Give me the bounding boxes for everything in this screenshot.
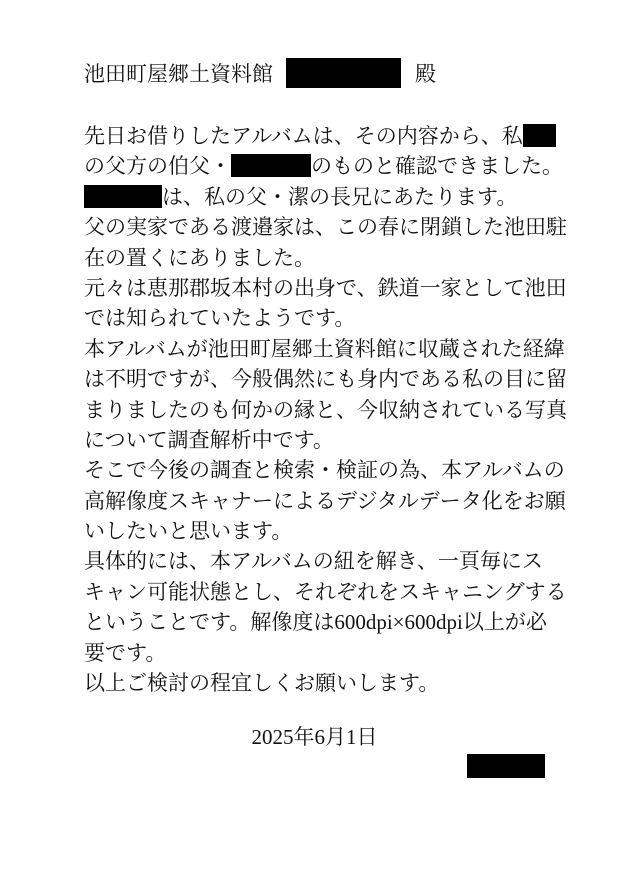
body-line xyxy=(84,273,567,303)
body-line xyxy=(84,668,559,698)
redacted-text xyxy=(84,185,162,208)
body-line xyxy=(84,121,559,151)
body-line xyxy=(84,425,559,455)
body-line xyxy=(84,334,565,364)
body-text: 以上ご検討の程宜しくお願いします。 xyxy=(84,671,440,696)
recipient-line xyxy=(84,56,436,92)
body-text: 在の置くにありました。 xyxy=(84,245,315,270)
body-line xyxy=(84,182,559,212)
body-text: キャン可能状態とし、それぞれをスキャニングする xyxy=(84,579,567,604)
recipient-name: 殿 xyxy=(415,62,436,86)
body-text: は、私の父・潔の長兄にあたります。 xyxy=(162,184,518,209)
body-line xyxy=(84,243,559,273)
body-text: 元々は恵那郡坂本村の出身で、鉄道一家として池田 xyxy=(84,275,567,300)
body-text: は不明ですが、今般偶然にも身内である私の目に留 xyxy=(84,367,567,392)
body-line xyxy=(84,516,559,546)
body-text: ということです。解像度は600dpi×600dpi以上が必 xyxy=(84,610,547,635)
body-text: 要です。 xyxy=(84,640,167,665)
body-text: のものと確認できました。 xyxy=(311,154,563,179)
body-line xyxy=(84,303,559,333)
date-line: 2025年6月1日 xyxy=(251,725,378,749)
body-line xyxy=(84,364,567,394)
body-text: そこで今後の調査と検索・検証の為、本アルバムの xyxy=(84,458,565,483)
body-line xyxy=(84,395,567,425)
body-text: 高解像度スキャナーによるデジタルデータ化をお願 xyxy=(84,488,566,513)
body-line xyxy=(84,607,559,637)
body-text: 具体的には、本アルバムの紐を解き、一頁毎にス xyxy=(84,549,543,574)
body-text: について調査解析中です。 xyxy=(84,427,334,452)
body-line xyxy=(84,577,567,607)
body-text: の父方の伯父・ xyxy=(84,154,231,179)
redacted-text xyxy=(523,124,556,147)
body-text: まりましたのも何かの縁と、今収納されている写真 xyxy=(84,397,567,422)
body-text: では知られていたようです。 xyxy=(84,306,356,331)
body-line xyxy=(84,638,559,668)
redacted-signature xyxy=(467,754,545,778)
redacted-recipient-name xyxy=(286,58,401,88)
body-text: 父の実家である渡邉家は、この春に閉鎖した池田駐 xyxy=(84,215,567,240)
body-line xyxy=(84,546,559,576)
body-text: 先日お借りしたアルバムは、その内容から、私 xyxy=(84,124,523,148)
recipient-name: 池田町屋郷土資料館 xyxy=(84,62,273,86)
body-line xyxy=(84,151,563,181)
body-line xyxy=(84,486,566,516)
body-text: いしたいと思います。 xyxy=(84,519,293,544)
body-line xyxy=(84,212,567,242)
redacted-text xyxy=(231,154,311,177)
body-line xyxy=(84,455,565,485)
letter-body xyxy=(84,121,567,698)
signature-line xyxy=(467,754,545,778)
body-text: 本アルバムが池田町屋郷土資料館に収蔵された経緯 xyxy=(84,336,565,361)
